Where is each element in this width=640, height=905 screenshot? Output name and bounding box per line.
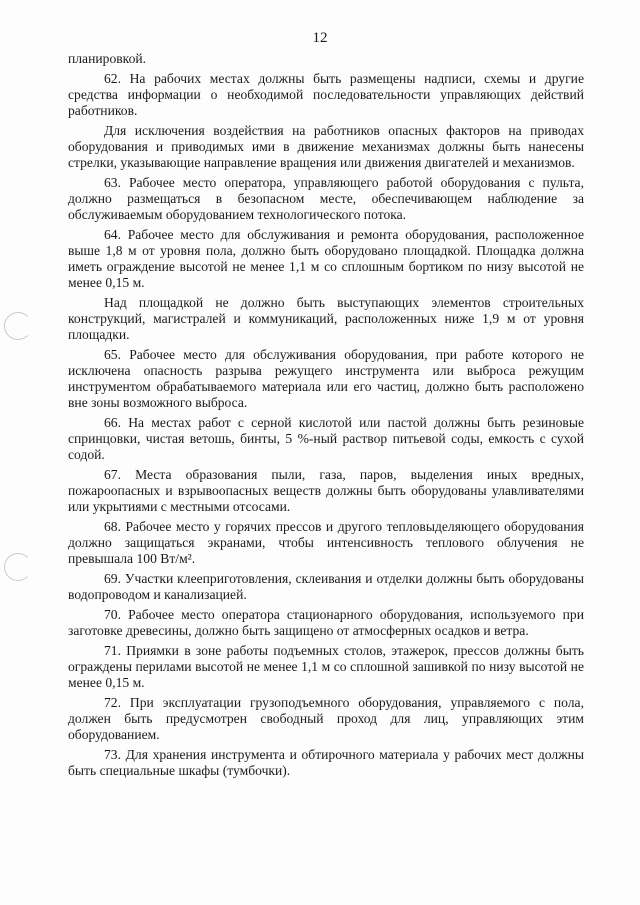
punch-hole-mark [4,553,32,581]
paragraph-65: 65. Рабочее место для обслуживания оборудования, при работе которого не исключена опасность разрыва режущего инструмента или выброса режущим инструментом обрабатываемого материала или его частиц, должно быть расположено вне зоны возможного выброса. [68,346,584,411]
paragraph-69: 69. Участки клееприготовления, склеивания и отделки должны быть оборудованы водопроводом и канализацией. [68,571,584,603]
paragraph-63: 63. Рабочее место оператора, управляющего работой оборудования с пульта, должно размещаться в безопасном месте, обеспечивающем наблюдение за обслуживаемым оборудованием технологического потока. [68,174,584,222]
paragraph-continuation: планировкой. [68,51,147,66]
paragraph-68: 68. Рабочее место у горячих прессов и другого тепловыделяющего оборудования должно защищаться экранами, чтобы интенсивность теплового облучения не превышала 100 Вт/м². [68,519,584,567]
paragraph-67: 67. Места образования пыли, газа, паров, выделения иных вредных, пожароопасных и взрывоопасных веществ должны быть оборудованы улавливателями или укрытиями с местными отсосами. [68,467,584,515]
punch-hole-mark [4,312,32,340]
paragraph-62-note: Для исключения воздействия на работников опасных факторов на приводах оборудования и приводимых ими в движение механизмах должны быть нанесены стрелки, указывающие направление вращения или движения двигателей и механизмов. [68,122,584,170]
paragraph-71: 71. Приямки в зоне работы подъемных столов, этажерок, прессов должны быть ограждены перилами высотой не менее 1,1 м со сплошной зашивкой по низу высотой не менее 0,15 м. [68,642,584,690]
paragraph-66: 66. На местах работ с серной кислотой или пастой должны быть резиновые спринцовки, чистая ветошь, бинты, 5 %-ный раствор питьевой соды, емкость с сухой содой. [68,415,584,463]
document-body [68,51,584,782]
paragraph-73: 73. Для хранения инструмента и обтирочного материала у рабочих мест должны быть специальные шкафы (тумбочки). [68,746,584,778]
paragraph-72: 72. При эксплуатации грузоподъемного оборудования, управляемого с пола, должен быть предусмотрен свободный проход для лиц, управляющих этим оборудованием. [68,694,584,742]
paragraph-64: 64. Рабочее место для обслуживания и ремонта оборудования, расположенное выше 1,8 м от уровня пола, должно быть оборудовано площадкой. Площадка должна иметь ограждение высотой не менее 1,1 м со сплошным бортиком по низу высотой не менее 0,15 м. [68,226,584,291]
paragraph-70: 70. Рабочее место оператора стационарного оборудования, используемого при заготовке древесины, должно быть защищено от атмосферных осадков и ветра. [68,606,584,638]
paragraph-64-note: Над площадкой не должно быть выступающих элементов строительных конструкций, магистралей и коммуникаций, расположенных ниже 1,9 м от уровня площадки. [68,294,584,343]
paragraph-62: 62. На рабочих местах должны быть размещены надписи, схемы и другие средства информации о необходимой последовательности управляющих действий работников. [68,70,584,118]
page-number: 12 [312,30,328,46]
